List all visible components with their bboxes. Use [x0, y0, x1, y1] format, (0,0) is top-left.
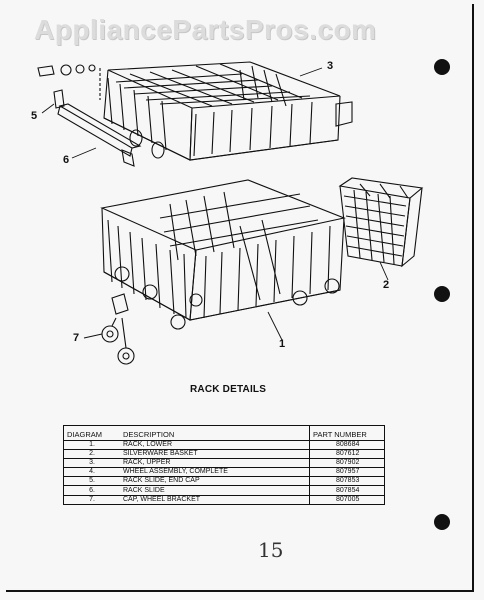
callout-5: 5 — [31, 110, 38, 122]
table-header-row — [64, 426, 385, 441]
part-description: RACK, UPPER — [120, 459, 310, 468]
table-row — [64, 459, 385, 468]
part-number: 807005 — [310, 495, 385, 504]
callout-7: 7 — [73, 332, 80, 344]
part-number: 807612 — [310, 450, 385, 459]
part-number: 807902 — [310, 459, 385, 468]
rack-slide-illustration — [58, 104, 140, 166]
wheel-assembly-illustration — [102, 294, 134, 364]
diagram-number: 7. — [64, 495, 121, 504]
part-description: CAP, WHEEL BRACKET — [120, 495, 310, 504]
callout-6: 6 — [63, 154, 70, 166]
silverware-basket-illustration — [340, 178, 422, 266]
header-description: DESCRIPTION — [120, 426, 310, 441]
header-part-number: PART NUMBER — [310, 426, 385, 441]
part-number: 807957 — [310, 468, 385, 477]
lower-rack-illustration — [102, 180, 344, 329]
table-row — [64, 450, 385, 459]
part-description: RACK, LOWER — [120, 441, 310, 450]
diagram-number: 5. — [64, 477, 121, 486]
diagram-number: 4. — [64, 468, 121, 477]
header-diagram: DIAGRAM — [64, 426, 121, 441]
table-row — [64, 477, 385, 486]
callout-2: 2 — [383, 279, 390, 291]
end-cap-hardware — [38, 65, 100, 108]
table-row — [64, 468, 385, 477]
diagram-number: 2. — [64, 450, 121, 459]
callout-3: 3 — [327, 60, 334, 72]
watermark: AppliancePartsPros.com — [34, 14, 377, 45]
diagram-number: 3. — [64, 459, 121, 468]
part-description: RACK SLIDE — [120, 486, 310, 495]
part-description: WHEEL ASSEMBLY, COMPLETE — [120, 468, 310, 477]
parts-table — [63, 425, 385, 505]
part-description: SILVERWARE BASKET — [120, 450, 310, 459]
part-description: RACK SLIDE, END CAP — [120, 477, 310, 486]
diagram-number: 1. — [64, 441, 121, 450]
section-title: RACK DETAILS — [190, 384, 267, 395]
part-number: 808684 — [310, 441, 385, 450]
part-number: 807854 — [310, 486, 385, 495]
diagram-number: 6. — [64, 486, 121, 495]
handwritten-mark: 15 — [258, 538, 284, 562]
part-number: 807853 — [310, 477, 385, 486]
upper-rack-illustration — [104, 62, 352, 160]
callout-1: 1 — [279, 338, 286, 350]
table-row — [64, 495, 385, 504]
table-row — [64, 486, 385, 495]
table-row — [64, 441, 385, 450]
